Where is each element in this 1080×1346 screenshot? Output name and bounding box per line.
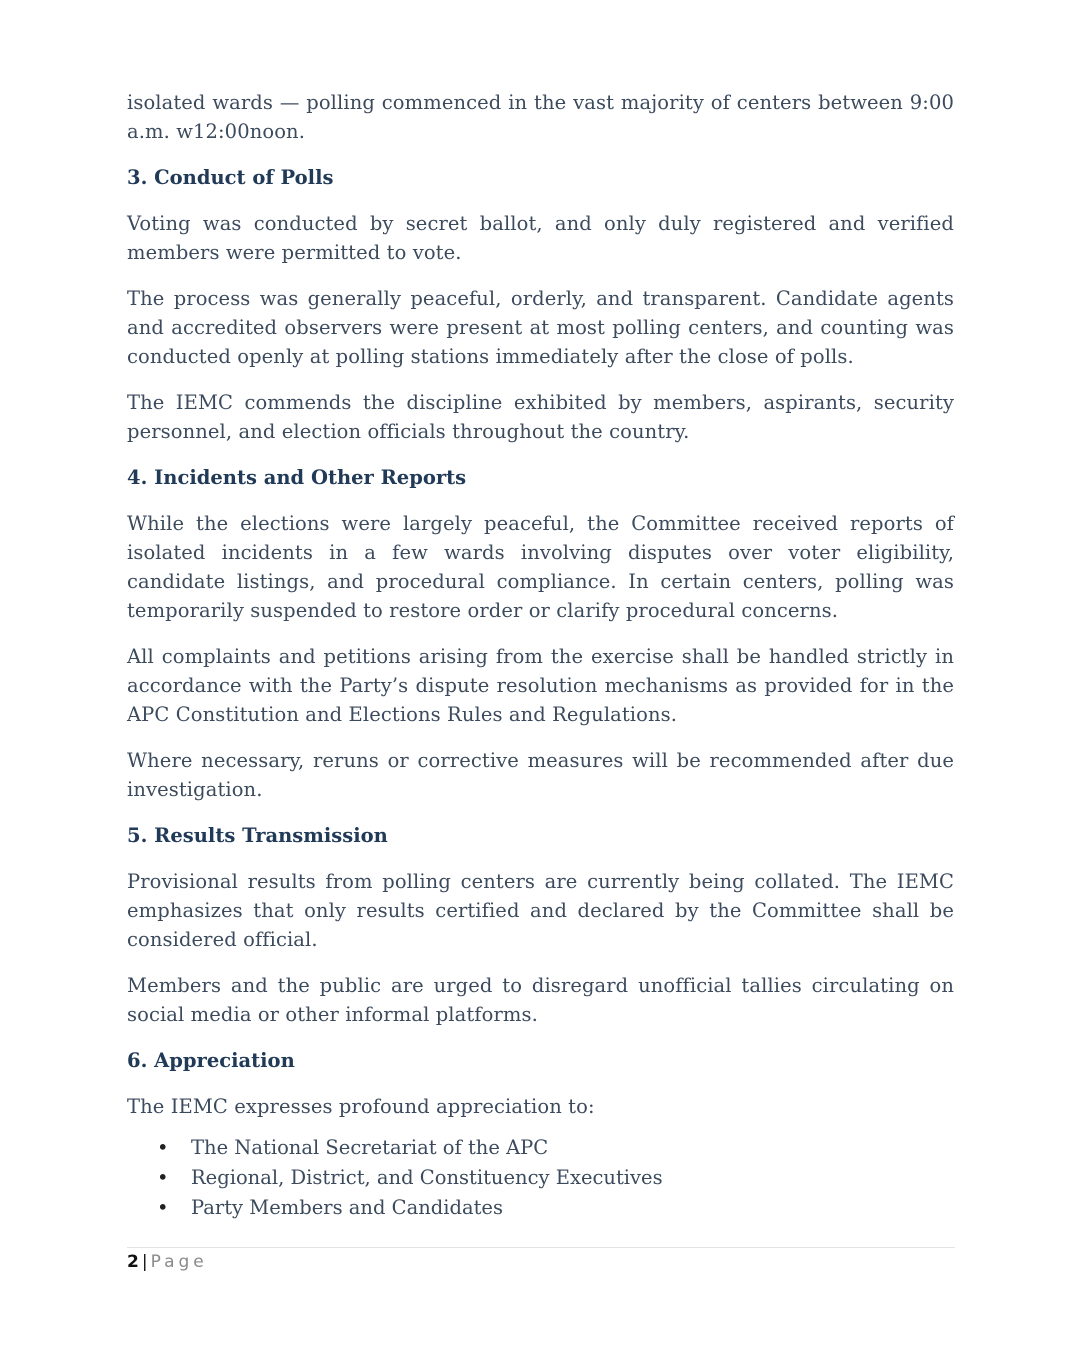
page-number: 2 — [127, 1252, 139, 1272]
section-heading-conduct-of-polls: 3. Conduct of Polls — [127, 166, 334, 189]
paragraph: While the elections were largely peaceful, the Committee received reports of isolated incidents in a few wards involving disputes over voter eligibility, candidate listings, and procedural compliance. In certain centers, polling was temporarily suspended to restore order or clarify procedural concerns. — [127, 512, 954, 622]
paragraph: All complaints and petitions arising from the exercise shall be handled strictly in accordance with the Party’s dispute resolution mechanisms as provided for in the APC Constitution and Elections Rules and Regulations. — [127, 645, 954, 726]
paragraph: Where necessary, reruns or corrective measures will be recommended after due investigation. — [127, 749, 954, 801]
intro-continuation: isolated wards — polling commenced in the vast majority of centers between 9:00 a.m. w12:00noon. — [127, 91, 954, 143]
page-label: Page — [150, 1252, 208, 1272]
footer-divider — [127, 1247, 955, 1248]
section-heading-appreciation: 6. Appreciation — [127, 1049, 295, 1072]
paragraph: Provisional results from polling centers are currently being collated. The IEMC emphasizes that only results certified and declared by the Committee shall be considered official. — [127, 870, 954, 951]
list-item: • Party Members and Candidates — [127, 1193, 954, 1223]
page-footer — [127, 1251, 208, 1273]
paragraph: The IEMC commends the discipline exhibited by members, aspirants, security personnel, and election officials throughout the country. — [127, 391, 954, 443]
appreciation-list — [127, 1133, 954, 1223]
paragraph: Members and the public are urged to disregard unofficial tallies circulating on social media or other informal platforms. — [127, 974, 954, 1026]
document-page — [127, 88, 954, 1223]
list-item: • The National Secretariat of the APC — [127, 1133, 954, 1163]
footer-separator: | — [141, 1252, 148, 1272]
section-heading-results-transmission: 5. Results Transmission — [127, 824, 388, 847]
paragraph: Voting was conducted by secret ballot, and only duly registered and verified members were permitted to vote. — [127, 212, 954, 264]
section-heading-incidents: 4. Incidents and Other Reports — [127, 466, 467, 489]
list-item: • Regional, District, and Constituency Executives — [127, 1163, 954, 1193]
paragraph: The IEMC expresses profound appreciation to: — [127, 1095, 595, 1118]
paragraph: The process was generally peaceful, orderly, and transparent. Candidate agents and accredited observers were present at most polling centers, and counting was conducted openly at polling stations immediately after the close of polls. — [127, 287, 954, 368]
